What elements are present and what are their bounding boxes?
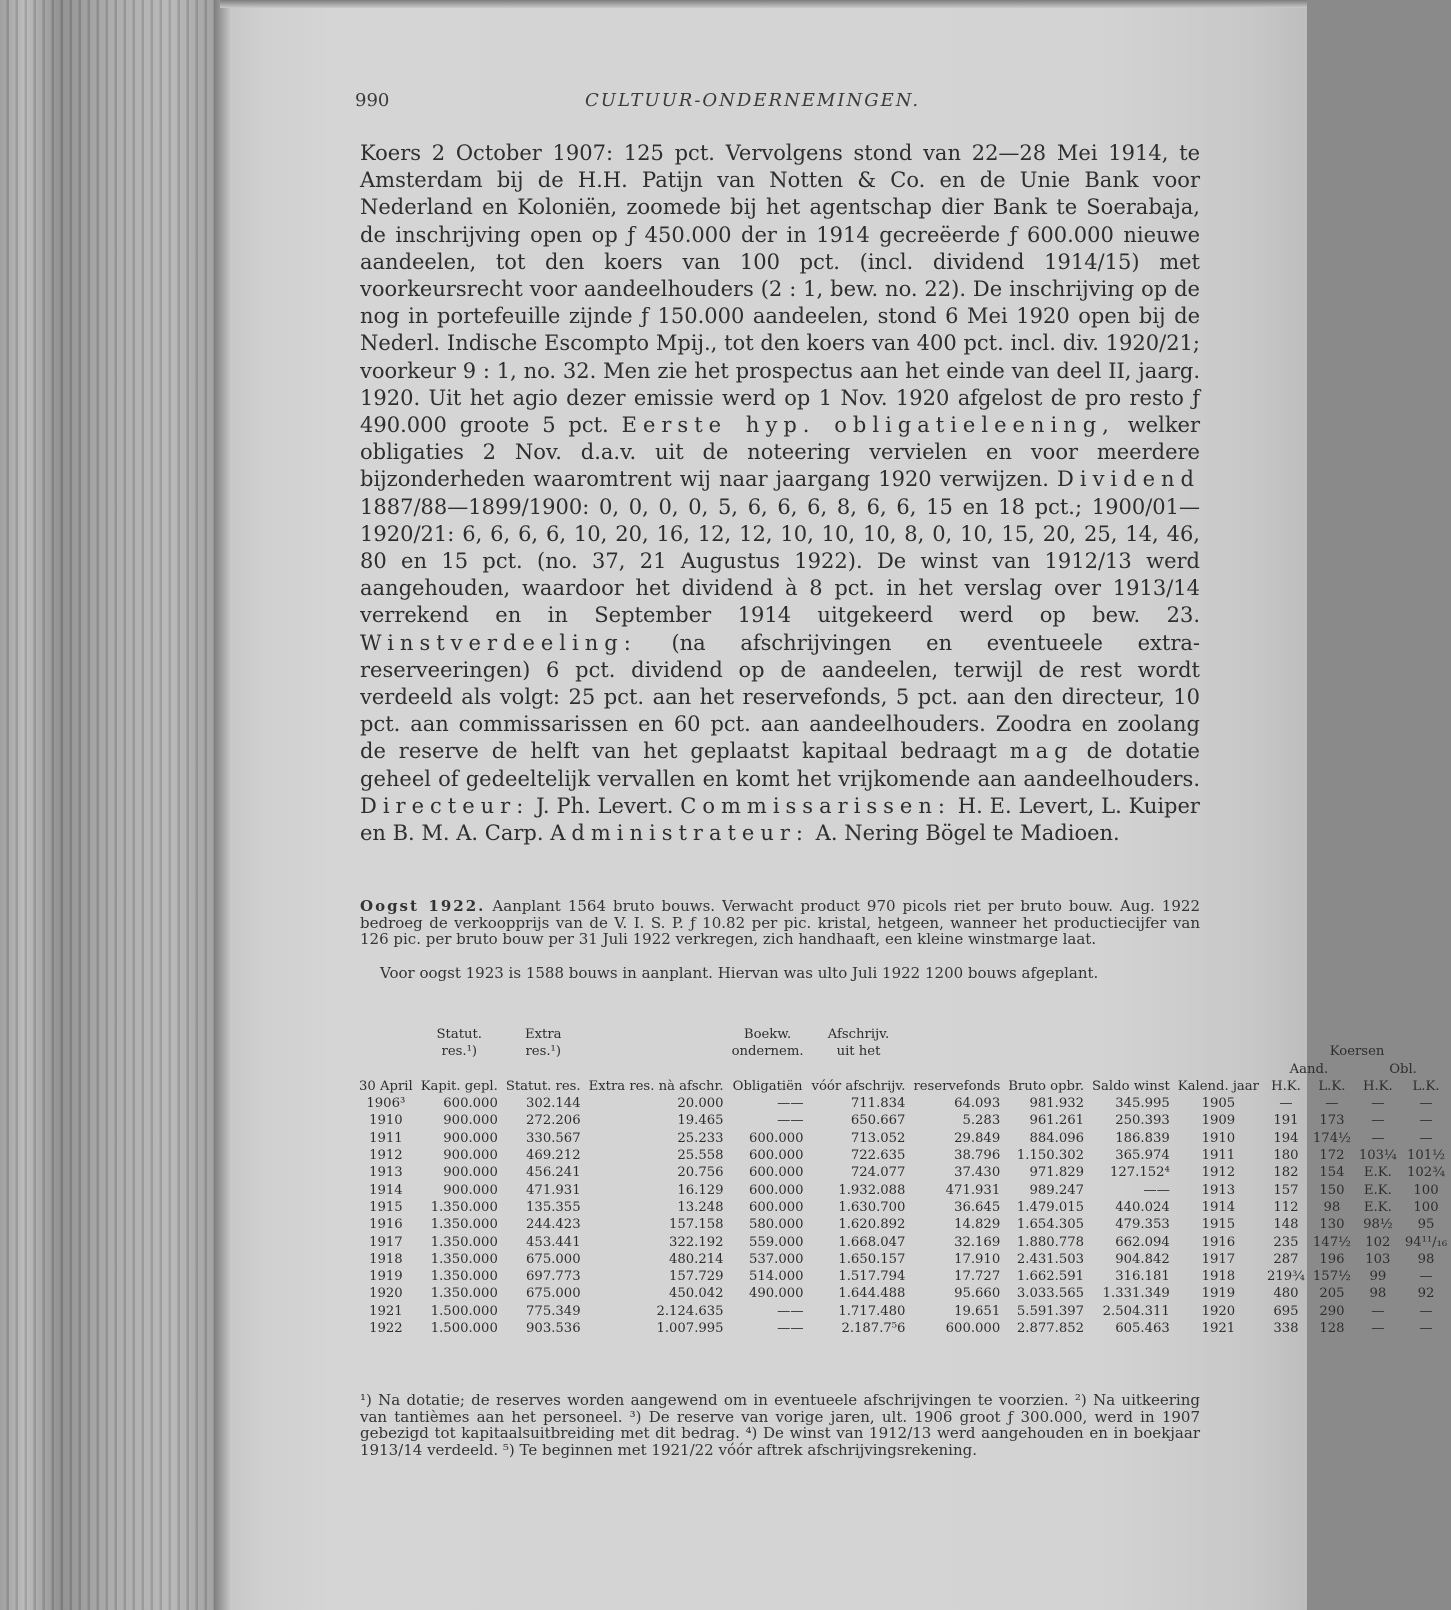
table-cell: 302.144 [526, 1096, 581, 1112]
table-cell: 989.247 [1029, 1182, 1085, 1198]
table-cell: 135.355 [526, 1199, 581, 1215]
table-cell: 101½ [1407, 1148, 1445, 1164]
table-cell: E.K. [1363, 1199, 1392, 1215]
table-cell: — [1371, 1303, 1385, 1319]
table-cell: 17.910 [954, 1251, 1001, 1267]
table-column-header: vóór afschrijv. [811, 1078, 906, 1094]
table-cell: 98 [1323, 1199, 1341, 1215]
table-row [355, 1199, 1451, 1216]
table-header-cell [585, 1043, 728, 1060]
table-column-header: Bruto opbr. [1008, 1078, 1085, 1094]
table-header-cell [355, 1061, 1263, 1078]
table-cell: 440.024 [1115, 1199, 1170, 1215]
spaced-heading-winstverdeeling: Winstverdeeling: [360, 630, 637, 655]
table-cell: 695 [1273, 1303, 1299, 1319]
spaced-heading-administrateur: Administrateur: [550, 821, 809, 846]
table-cell: 884.096 [1029, 1130, 1085, 1146]
table-cell: 1917 [369, 1234, 403, 1250]
table-cell: —— [777, 1096, 804, 1112]
table-cell: 14.829 [954, 1217, 1001, 1233]
table-cell: 1.350.000 [430, 1199, 498, 1215]
table-body [355, 1095, 1451, 1337]
table-cell: 697.773 [526, 1269, 581, 1285]
table-cell: 172 [1319, 1148, 1345, 1164]
table-cell: 19.651 [954, 1303, 1001, 1319]
page-number: 990 [355, 90, 390, 111]
table-cell: 775.349 [526, 1303, 581, 1319]
table-cell: 600.000 [749, 1182, 804, 1198]
table-cell: 29.849 [954, 1130, 1001, 1146]
table-row [355, 1095, 1451, 1112]
table-cell: 338 [1273, 1321, 1299, 1337]
table-cell: 235 [1273, 1234, 1299, 1250]
table-cell: 2.877.852 [1016, 1321, 1085, 1337]
table-cell: 1.717.480 [838, 1303, 906, 1319]
table-row [355, 1251, 1451, 1268]
table-cell: 1.500.000 [430, 1321, 498, 1337]
table-column-header: reservefonds [913, 1078, 1001, 1094]
table-cell: 1922 [369, 1321, 403, 1337]
spaced-heading-commissarissen: Commissarissen: [680, 793, 951, 818]
table-cell: 450.042 [669, 1286, 724, 1302]
table-row [355, 1216, 1451, 1233]
table-cell: 904.842 [1115, 1251, 1170, 1267]
table-cell: 1920 [369, 1286, 403, 1302]
table-cell: 1.662.591 [1016, 1269, 1085, 1285]
table-cell: 95.660 [954, 1286, 1001, 1302]
table-cell: 2.124.635 [656, 1303, 724, 1319]
table-cell: 514.000 [749, 1269, 804, 1285]
table-cell: — [1279, 1096, 1293, 1112]
table-row [355, 1147, 1451, 1164]
table-cell: 13.248 [677, 1199, 724, 1215]
table-cell: 102 [1365, 1234, 1391, 1250]
table-cell: 128 [1319, 1321, 1345, 1337]
table-cell: 490.000 [749, 1286, 804, 1302]
table-column-header: Extra res. nà afschr. [588, 1078, 724, 1094]
table-header-cell: Boekw. [743, 1027, 792, 1042]
table-cell: 98 [1369, 1286, 1387, 1302]
table-cell: 456.241 [526, 1165, 581, 1181]
table-cell: 196 [1319, 1251, 1345, 1267]
table-cell: 600.000 [749, 1148, 804, 1164]
table-cell: 1912 [1201, 1165, 1236, 1181]
table-cell: 900.000 [443, 1182, 498, 1198]
table-cell: 154 [1319, 1165, 1345, 1181]
table-cell: 600.000 [749, 1199, 804, 1215]
table-header-cell: Statut. [436, 1027, 482, 1042]
table-header-cell [909, 1043, 1263, 1060]
spaced-heading-directeur: Directeur: [360, 793, 530, 818]
table-cell: 662.094 [1115, 1234, 1170, 1250]
body-text: de dotatie geheel of gedeeltelijk vervallen en komt het vrijkomende aan aandeelhouders. [360, 739, 1200, 791]
table-cell: 94¹¹/₁₆ [1404, 1234, 1448, 1250]
table-header-cell: ondernem. [731, 1044, 804, 1060]
body-text: Koers 2 October 1907: 125 pct. Vervolgens stond van 22—28 Mei 1914, te Amsterdam bij de H.H. Patijn van Notten & Co. en de Unie Bank voor Nederland en Koloniën, zoomede bij het agentschap dier Bank te Soerabaja, de inschrijving open op ƒ 450.000 der in 1914 gecreëerde ƒ 600.000 nieuwe aandeelen, tot den koers van 100 pct. (incl. dividend 1914/15) met voorkeursrecht voor aandeelhouders (2 : 1, bew. no. 22). De inschrijving op de nog in portefeuille zijnde ƒ 150.000 aandeelen, stond 6 Mei 1920 open bij de Nederl. Indische Escompto Mpij., tot den koers van 400 pct. incl. div. 1920/21; voorkeur 9 : 1, no. 32. Men zie het prospectus aan het einde van deel II, jaarg. 1920. Uit het agio dezer emissie werd op 1 Nov. 1920 afgelost de pro resto ƒ 490.000 groote 5 pct. [360, 141, 1200, 438]
body-text: 1887/88—1899/1900: 0, 0, 0, 0, 5, 6, 6, 6, 8, 6, 6, 15 en 18 pct.; 1900/01—1920/21: 6, 6, 6, 6, 10, 20, 16, 12, 12, 10, 10, 10, 8, 0, 10, 15, 20, 25, 14, 46, 80 en 15 pct. (no. 37, 21 Augustus 1922). De winst van 1912/13 werd aangehouden, waardoor het dividend à 8 pct. in het verslag over 1913/14 verrekend en in September 1914 uitgekeerd werd op bew. 23. [360, 494, 1200, 628]
table-cell: 157.158 [669, 1217, 724, 1233]
table-cell: — [1419, 1113, 1433, 1129]
table-cell: —— [1143, 1182, 1170, 1198]
table-cell: — [1371, 1130, 1385, 1146]
table-column-header: H.K. [1362, 1078, 1393, 1094]
table-cell: — [1419, 1303, 1433, 1319]
table-cell: — [1325, 1096, 1339, 1112]
table-cell: 1.650.157 [838, 1251, 906, 1267]
table-cell: 1.350.000 [430, 1269, 498, 1285]
oogst-heading: Oogst 1922. [360, 897, 486, 915]
table-cell: 600.000 [443, 1096, 498, 1112]
oogst-paragraph-2: Voor oogst 1923 is 1588 bouws in aanplant. Hiervan was ulto Juli 1922 1200 bouws afgeplant. [380, 964, 1099, 982]
table-cell: —— [777, 1321, 804, 1337]
table-cell: 605.463 [1115, 1321, 1170, 1337]
table-cell: 316.181 [1115, 1269, 1170, 1285]
table-cell: 112 [1273, 1199, 1299, 1215]
table-cell: 1921 [1201, 1321, 1236, 1337]
table-cell: 173 [1319, 1113, 1345, 1129]
table-cell: 1.007.995 [656, 1321, 724, 1337]
table-cell: 480.214 [669, 1251, 724, 1267]
table-cell: 713.052 [850, 1130, 906, 1146]
table-cell: 191 [1273, 1113, 1299, 1129]
table-header-row [355, 1026, 1451, 1043]
table-cell: 99 [1369, 1269, 1387, 1285]
table-cell: 250.393 [1115, 1113, 1170, 1129]
table-cell: 98½ [1363, 1217, 1393, 1233]
table-cell: 287 [1273, 1251, 1299, 1267]
table-cell: — [1371, 1113, 1385, 1129]
table-cell: 16.129 [677, 1182, 724, 1198]
table-cell: 290 [1319, 1303, 1345, 1319]
table-cell: 1.350.000 [430, 1217, 498, 1233]
table-cell: 1.620.892 [838, 1217, 906, 1233]
table-cell: 900.000 [443, 1165, 498, 1181]
table-cell: 36.645 [954, 1199, 1001, 1215]
table-column-header: 30 April [359, 1078, 413, 1094]
table-cell: 25.558 [677, 1148, 724, 1164]
table-header-cell: Extra [524, 1027, 562, 1042]
table-cell: 471.931 [526, 1182, 581, 1198]
table-cell: 675.000 [526, 1286, 581, 1302]
table-cell: 1921 [369, 1303, 403, 1319]
table-cell: 5.591.397 [1016, 1303, 1085, 1319]
table-cell: 365.974 [1115, 1148, 1170, 1164]
table-cell: 205 [1319, 1286, 1345, 1302]
table-cell: 37.430 [954, 1165, 1001, 1181]
table-cell: 981.932 [1029, 1096, 1085, 1112]
table-cell: 1.331.349 [1102, 1286, 1170, 1302]
table-cell: — [1419, 1269, 1433, 1285]
table-cell: 1920 [1201, 1303, 1236, 1319]
table-cell: 537.000 [749, 1251, 804, 1267]
spaced-word-mag: mag [1009, 739, 1074, 764]
table-cell: 1909 [1201, 1113, 1236, 1129]
table-column-header-row [355, 1078, 1451, 1095]
table-cell: 103 [1365, 1251, 1391, 1267]
table-cell: 100 [1413, 1182, 1439, 1198]
table-header-row [355, 1061, 1451, 1078]
table-cell: 272.206 [526, 1113, 581, 1129]
table-cell: 1.932.088 [838, 1182, 906, 1198]
body-text: H. E. Levert, L. Kuiper en B. M. A. Carp. [360, 793, 1200, 846]
table-cell: 471.931 [945, 1182, 1001, 1198]
table-cell: 675.000 [526, 1251, 581, 1267]
table-cell: 1918 [1201, 1269, 1236, 1285]
table-cell: 64.093 [954, 1096, 1001, 1112]
table-row [355, 1182, 1451, 1199]
table-row [355, 1303, 1451, 1320]
table-cell: 600.000 [945, 1321, 1001, 1337]
table-header-cell [355, 1026, 417, 1043]
table-cell: 100 [1413, 1199, 1439, 1215]
table-column-header: L.K. [1318, 1078, 1346, 1094]
spaced-heading-obligatieleening: Eerste hyp. obligatieleening, [621, 413, 1115, 438]
table-cell: 1918 [369, 1251, 403, 1267]
table-header-cell [909, 1026, 1451, 1043]
table-header-cell: res.¹) [525, 1044, 561, 1060]
table-cell: 1.350.000 [430, 1234, 498, 1250]
table-cell: 1917 [1201, 1251, 1236, 1267]
table-column-header: Kalend. jaar [1177, 1078, 1259, 1094]
table-header-cell: res.¹) [441, 1044, 478, 1060]
table-cell: 1916 [1201, 1234, 1236, 1250]
table-cell: 480 [1273, 1286, 1299, 1302]
table-cell: 148 [1273, 1217, 1299, 1233]
table-column-header: L.K. [1412, 1078, 1440, 1094]
table-cell: 1916 [369, 1217, 403, 1233]
table-column-header: Statut. res. [505, 1078, 581, 1094]
table-cell: — [1371, 1096, 1385, 1112]
table-cell: 130 [1319, 1217, 1345, 1233]
table-cell: 453.441 [526, 1234, 581, 1250]
table-cell: 1915 [369, 1199, 403, 1215]
table-column-header: Saldo winst [1092, 1078, 1170, 1094]
table-cell: 32.169 [954, 1234, 1001, 1250]
body-text: (na afschrijvingen en eventueele extra-reserveeringen) 6 pct. dividend op de aandeelen, terwijl de rest wordt verdeeld als volgt: 25 pct. aan het reservefonds, 5 pct. aan den directeur, 10 pct. aan commissarissen en 60 pct. aan aandeelhouders. Zoodra en zoolang de reserve de helft van het geplaatst kapitaal bedraagt [360, 630, 1200, 764]
table-cell: — [1371, 1321, 1385, 1337]
financial-table [355, 1026, 1451, 1337]
table-cell: 19.465 [677, 1113, 724, 1129]
table-cell: 1915 [1201, 1217, 1236, 1233]
table-cell: 1.630.700 [838, 1199, 906, 1215]
table-row [355, 1130, 1451, 1147]
body-text: A. Nering Bögel te Madioen. [815, 821, 1120, 846]
table-cell: 1.880.778 [1016, 1234, 1085, 1250]
table-cell: 469.212 [526, 1148, 581, 1164]
table-cell: 180 [1273, 1148, 1299, 1164]
table-header-cell [585, 1026, 728, 1043]
table-cell: 345.995 [1115, 1096, 1170, 1112]
table-cell: 1905 [1201, 1096, 1236, 1112]
table-header-cell [355, 1043, 417, 1060]
table-cell: 1.479.015 [1016, 1199, 1085, 1215]
table-cell: 1912 [369, 1148, 403, 1164]
table-cell: — [1419, 1321, 1433, 1337]
table-cell: 1913 [369, 1165, 403, 1181]
table-column-header: H.K. [1271, 1078, 1301, 1094]
spaced-heading-dividend: Dividend [1057, 467, 1200, 492]
table-cell: —— [777, 1113, 804, 1129]
footnotes: ¹) Na dotatie; de reserves worden aangewend om in eventueele afschrijvingen te voorzien. ²) Na uitkeering van tantièmes aan het personeel. ³) De reserve van vorige jaren, ult. 1906 groot ƒ 300.000, werd in 1907 gebezigd tot kapitaalsuitbreiding met dit bedrag. ⁴) De winst van 1912/13 werd aangehouden en in boekjaar 1913/14 verdeeld. ⁵) Te beginnen met 1921/22 vóór aftrek afschrijvingsrekening. [360, 1391, 1200, 1459]
table-cell: 1914 [369, 1182, 403, 1198]
table-cell: 150 [1319, 1182, 1345, 1198]
table-header-cell: uit het [836, 1044, 881, 1060]
table-cell: 722.635 [850, 1148, 906, 1164]
table-cell: 600.000 [749, 1130, 804, 1146]
obl-header: Obl. [1389, 1061, 1417, 1077]
table-cell: 3.033.565 [1016, 1286, 1085, 1302]
body-text: J. Ph. Levert. [536, 793, 674, 818]
aand-header: Aand. [1289, 1061, 1329, 1077]
table-cell: 186.839 [1115, 1130, 1170, 1146]
oogst-text: Aanplant 1564 bruto bouws. Verwacht product 970 picols riet per bruto bouw. Aug. 1922 bedroeg de verkoopprijs van de V. I. S. P. ƒ 10.82 per pic. kristal, hetgeen, wanneer het productiecijfer van 126 pic. per bruto bouw per 31 Juli 1922 verkregen, zich handhaaft, een kleine winstmarge laat. [360, 897, 1200, 948]
table-cell: 1.500.000 [430, 1303, 498, 1319]
table-cell: 1.350.000 [430, 1286, 498, 1302]
table-row [355, 1285, 1451, 1302]
table-cell: 1.517.794 [838, 1269, 906, 1285]
table-cell: 2.187.7⁵6 [841, 1321, 906, 1337]
table-cell: — [1419, 1130, 1433, 1146]
koersen-header: Koersen [1329, 1044, 1385, 1060]
table-cell: 1.654.305 [1016, 1217, 1085, 1233]
table-cell: 900.000 [443, 1130, 498, 1146]
table-cell: 103¼ [1358, 1148, 1397, 1164]
table-cell: 5.283 [962, 1113, 1001, 1129]
table-column-header: Kapit. gepl. [420, 1078, 498, 1094]
table-row [355, 1268, 1451, 1285]
body-text: welker obligaties 2 Nov. d.a.v. uit de noteering vervielen en voor meerdere bijzonderheden waaromtrent wij naar jaargang 1920 verwijzen. [360, 413, 1201, 492]
table-cell: 1.350.000 [430, 1251, 498, 1267]
table-cell: 157 [1273, 1182, 1299, 1198]
table-column-header: Obligatiën [732, 1078, 803, 1094]
table-cell: 330.567 [526, 1130, 581, 1146]
table-cell: 559.000 [749, 1234, 804, 1250]
table-cell: 25.233 [677, 1130, 724, 1146]
table-cell: 157½ [1312, 1269, 1351, 1285]
table-row [355, 1112, 1451, 1129]
table-cell: 38.796 [954, 1148, 1001, 1164]
table-cell: 600.000 [749, 1165, 804, 1181]
table-cell: 1.150.302 [1016, 1148, 1085, 1164]
book-page-edges [0, 0, 228, 1610]
table-cell: 961.261 [1029, 1113, 1085, 1129]
table-row [355, 1320, 1451, 1337]
table-cell: 1913 [1201, 1182, 1236, 1198]
table-cell: 244.423 [526, 1217, 581, 1233]
table-cell: 127.152⁴ [1109, 1165, 1170, 1181]
table-row [355, 1164, 1451, 1181]
table-cell: 971.829 [1029, 1165, 1085, 1181]
table-header-row [355, 1043, 1451, 1060]
table-cell: 219¾ [1266, 1269, 1305, 1285]
table-header-cell: Afschrijv. [827, 1027, 890, 1042]
table-cell: 20.756 [677, 1165, 724, 1181]
table-cell: 2.504.311 [1102, 1303, 1170, 1319]
table-cell: 1.644.488 [838, 1286, 906, 1302]
running-head: CULTUUR-ONDERNEMINGEN. [585, 90, 921, 111]
table-cell: 1914 [1201, 1199, 1236, 1215]
table-cell: 900.000 [443, 1113, 498, 1129]
table-cell: 322.192 [669, 1234, 724, 1250]
table-cell: 20.000 [677, 1096, 724, 1112]
table-cell: 194 [1273, 1130, 1299, 1146]
table-cell: 1919 [1201, 1286, 1236, 1302]
table-cell: 580.000 [749, 1217, 804, 1233]
table-cell: 1910 [369, 1113, 403, 1129]
table-cell: 2.431.503 [1016, 1251, 1085, 1267]
table-cell: 182 [1273, 1165, 1299, 1181]
table-cell: 903.536 [526, 1321, 581, 1337]
body-paragraph [360, 140, 1200, 847]
table-cell: 95 [1417, 1217, 1435, 1233]
book-gutter [214, 0, 230, 1610]
table-cell: 17.727 [954, 1269, 1001, 1285]
table-cell: 147½ [1312, 1234, 1351, 1250]
table-cell: 650.667 [850, 1113, 906, 1129]
table-cell: 1911 [369, 1130, 403, 1146]
oogst-paragraph [360, 898, 1200, 948]
table-row [355, 1234, 1451, 1251]
table-cell: 724.077 [850, 1165, 906, 1181]
table-cell: 479.353 [1115, 1217, 1170, 1233]
table-cell: 157.729 [669, 1269, 724, 1285]
table-cell: E.K. [1363, 1182, 1392, 1198]
table-cell: 1919 [369, 1269, 403, 1285]
table-cell: 98 [1417, 1251, 1435, 1267]
table-cell: E.K. [1363, 1165, 1392, 1181]
table-cell: — [1419, 1096, 1433, 1112]
table-cell: 1911 [1201, 1148, 1236, 1164]
table-cell: 1.668.047 [838, 1234, 906, 1250]
page-top-shadow [220, 0, 1307, 8]
table-cell: 174½ [1312, 1130, 1351, 1146]
table-cell: 900.000 [443, 1148, 498, 1164]
table-cell: 102¾ [1407, 1165, 1445, 1181]
table-cell: 92 [1417, 1286, 1435, 1302]
table-cell: —— [777, 1303, 804, 1319]
table-cell: 711.834 [850, 1096, 906, 1112]
table-cell: 1906³ [366, 1096, 406, 1112]
table-cell: 1910 [1201, 1130, 1236, 1146]
